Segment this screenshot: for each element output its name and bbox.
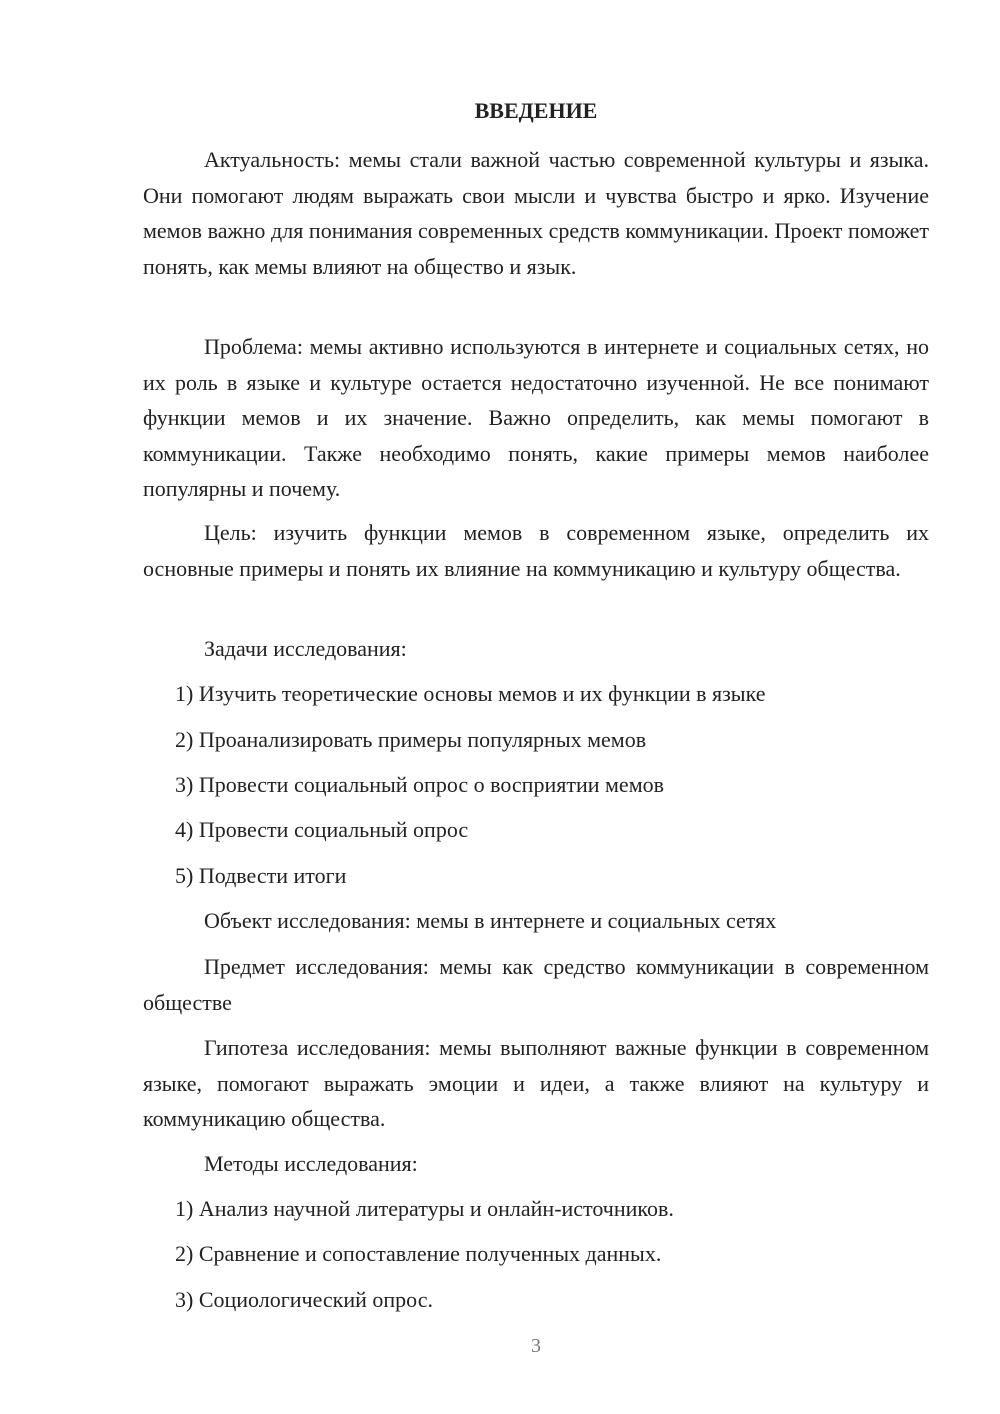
paragraph-hypothesis: Гипотеза исследования: мемы выполняют важные функции в современном языке, помогают выражать эмоции и идеи, а также влияют на культуру и коммуникацию общества. bbox=[143, 1035, 929, 1131]
method-item-2: 2) Сравнение и сопоставление полученных данных. bbox=[175, 1241, 662, 1266]
paragraph-problem: Проблема: мемы активно используются в интернете и социальных сетях, но их роль в языке и культуре остается недостаточно изученной. Не все понимают функции мемов и их значение. Важно определить, как мемы помогают в коммуникации. Также необходимо понять, какие примеры мемов наиболее популярны и почему. bbox=[143, 334, 929, 501]
paragraph-object: Объект исследования: мемы в интернете и социальных сетях bbox=[204, 908, 777, 933]
task-item-4: 4) Провести социальный опрос bbox=[175, 817, 469, 842]
task-item-3: 3) Провести социальный опрос о восприятии мемов bbox=[175, 772, 665, 797]
paragraph-goal: Цель: изучить функции мемов в современном языке, определить их основные примеры и понять их влияние на коммуникацию и культуру общества. bbox=[143, 520, 929, 581]
method-item-3: 3) Социологический опрос. bbox=[175, 1287, 433, 1312]
task-item-2: 2) Проанализировать примеры популярных мемов bbox=[175, 727, 647, 752]
page-title: ВВЕДЕНИЕ bbox=[474, 98, 598, 123]
task-item-1: 1) Изучить теоретические основы мемов и их функции в языке bbox=[175, 681, 766, 706]
method-item-1: 1) Анализ научной литературы и онлайн-источников. bbox=[175, 1196, 674, 1221]
page-number: 3 bbox=[531, 1335, 541, 1357]
task-item-5: 5) Подвести итоги bbox=[175, 863, 347, 888]
methods-heading: Методы исследования: bbox=[204, 1151, 418, 1176]
paragraph-relevance: Актуальность: мемы стали важной частью современной культуры и языка. Они помогают людям выражать свои мысли и чувства быстро и ярко. Изучение мемов важно для понимания современных средств коммуникации. Проект поможет понять, как мемы влияют на общество и язык. bbox=[143, 147, 929, 279]
tasks-heading: Задачи исследования: bbox=[204, 636, 407, 661]
paragraph-subject: Предмет исследования: мемы как средство коммуникации в современном обществе bbox=[143, 954, 929, 1015]
